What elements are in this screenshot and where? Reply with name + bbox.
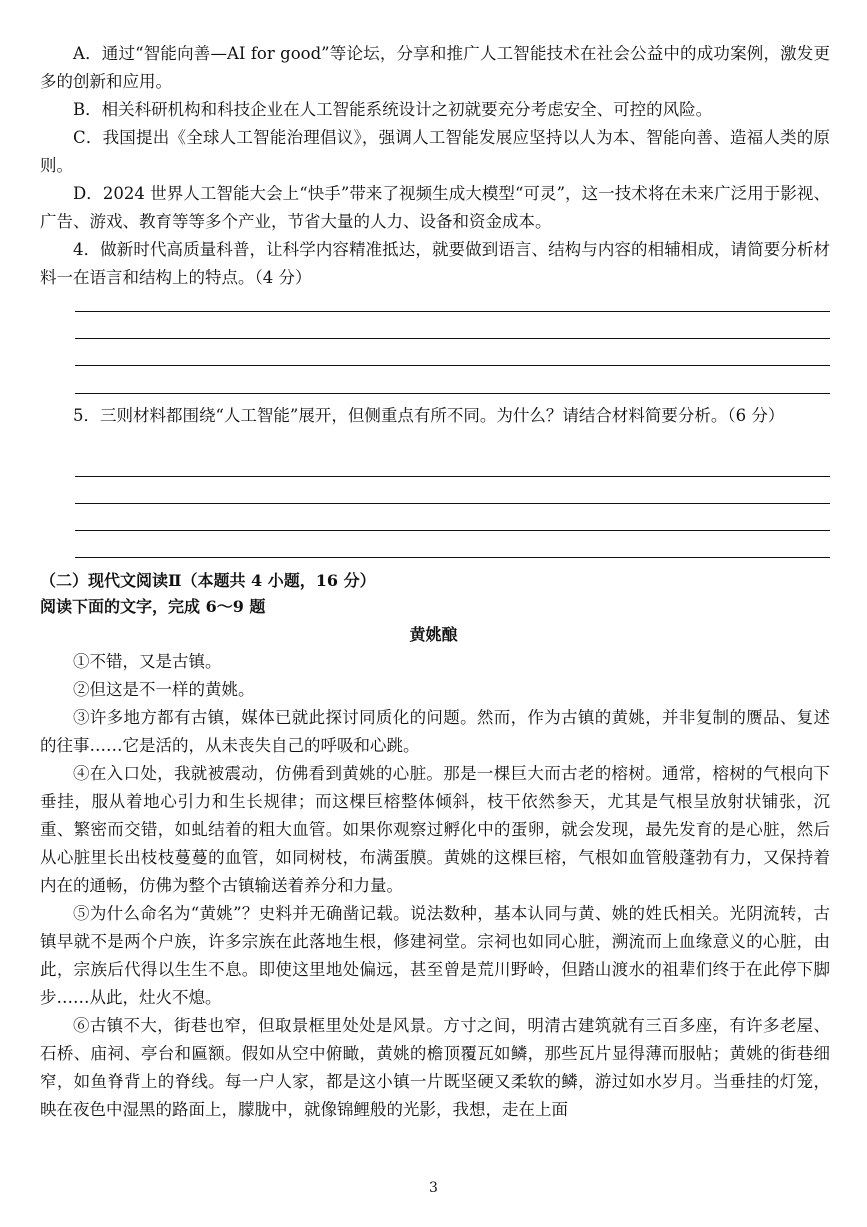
- answer-line[interactable]: [75, 503, 830, 504]
- article-paragraph: ③许多地方都有古镇，媒体已就此探讨同质化的问题。然而，作为古镇的黄姚，并非复制的赝品、复述的往事……它是活的，从未丧失自己的呼吸和心跳。: [40, 708, 830, 755]
- option-d: [40, 180, 830, 236]
- article-paragraph: ①不错，又是古镇。: [73, 652, 222, 671]
- answer-line[interactable]: [75, 393, 830, 394]
- answer-line[interactable]: [75, 557, 830, 558]
- answer-line[interactable]: [75, 530, 830, 531]
- section-instruction: 阅读下面的文字，完成 6～9 题: [40, 597, 266, 616]
- section-header: [40, 568, 830, 620]
- article-title: 黄姚酿: [409, 625, 458, 644]
- question-4-text: 4．做新时代高质量科普，让科学内容精准抵达，就要做到语言、结构与内容的相辅相成，请简要分析材料一在语言和结构上的特点。（4 分）: [40, 240, 830, 287]
- answer-line[interactable]: [75, 311, 830, 312]
- option-c: [40, 124, 830, 180]
- article-paragraph: ⑤为什么命名为“黄姚”？史料并无确凿记载。说法数种，基本认同与黄、姚的姓氏相关。光阴流转，古镇早就不是两个户族，许多宗族在此落地生根，修建祠堂。宗祠也如同心脏，溯流而上血缘意义的心脏，由此，宗族后代得以生生不息。即使这里地处偏远，甚至曾是荒川野岭，但踏山渡水的祖辈们终于在此停下脚步……从此，灶火不熄。: [40, 904, 830, 1007]
- article-paragraph: ⑥古镇不大，街巷也窄，但取景框里处处是风景。方寸之间，明清古建筑就有三百多座，有许多老屋、石桥、庙祠、亭台和匾额。假如从空中俯瞰，黄姚的檐顶覆瓦如鳞，那些瓦片显得薄而服帖；黄姚的街巷细窄，如鱼脊背上的脊线。每一户人家，都是这小镇一片既坚硬又柔软的鳞，游过如水岁月。当垂挂的灯笼，映在夜色中湿黑的路面上，朦胧中，就像锦鲤般的光影，我想，走在上面: [40, 1016, 830, 1119]
- option-d-text: D．2024 世界人工智能大会上“快手”带来了视频生成大模型“可灵”，这一技术将在未来广泛用于影视、广告、游戏、教育等等多个产业，节省大量的人力、设备和资金成本。: [40, 184, 830, 231]
- section-heading: （二）现代文阅读Ⅱ（本题共 4 小题，16 分）: [40, 571, 376, 590]
- option-c-text: C．我国提出《全球人工智能治理倡议》，强调人工智能发展应坚持以人为本、智能向善、造福人类的原则。: [40, 128, 830, 175]
- question-5: [40, 402, 830, 430]
- article-paragraph: ④在入口处，我就被震动，仿佛看到黄姚的心脏。那是一棵巨大而古老的榕树。通常，榕树的气根向下垂挂，服从着地心引力和生长规律；而这棵巨榕整体倾斜，枝干依然参天，尤其是气根呈放射状铺张，沉重、繁密而交错，如虬结着的粗大血管。如果你观察过孵化中的蛋卵，就会发现，最先发育的是心脏，然后从心脏里长出枝枝蔓蔓的血管，如同树枝，布满蛋膜。黄姚的这棵巨榕，气根如血管般蓬勃有力，又保持着内在的通畅，仿佛为整个古镇输送着养分和力量。: [40, 764, 830, 895]
- answer-line[interactable]: [75, 476, 830, 477]
- option-a-text: A．通过“智能向善—AI for good”等论坛，分享和推广人工智能技术在社会公益中的成功案例，激发更多的创新和应用。: [40, 44, 830, 91]
- option-a: [40, 40, 830, 96]
- answer-line[interactable]: [75, 338, 830, 339]
- question-5-text: 5．三则材料都围绕“人工智能”展开，但侧重点有所不同。为什么？请结合材料简要分析。（6 分）: [73, 406, 785, 425]
- option-b: [40, 96, 830, 124]
- article-body: [40, 648, 830, 1124]
- question-4: [40, 236, 830, 292]
- answer-line[interactable]: [75, 365, 830, 366]
- article-paragraph: ②但这是不一样的黄姚。: [73, 680, 255, 699]
- page-number: 3: [429, 1180, 438, 1196]
- option-b-text: B．相关科研机构和科技企业在人工智能系统设计之初就要充分考虑安全、可控的风险。: [73, 100, 713, 119]
